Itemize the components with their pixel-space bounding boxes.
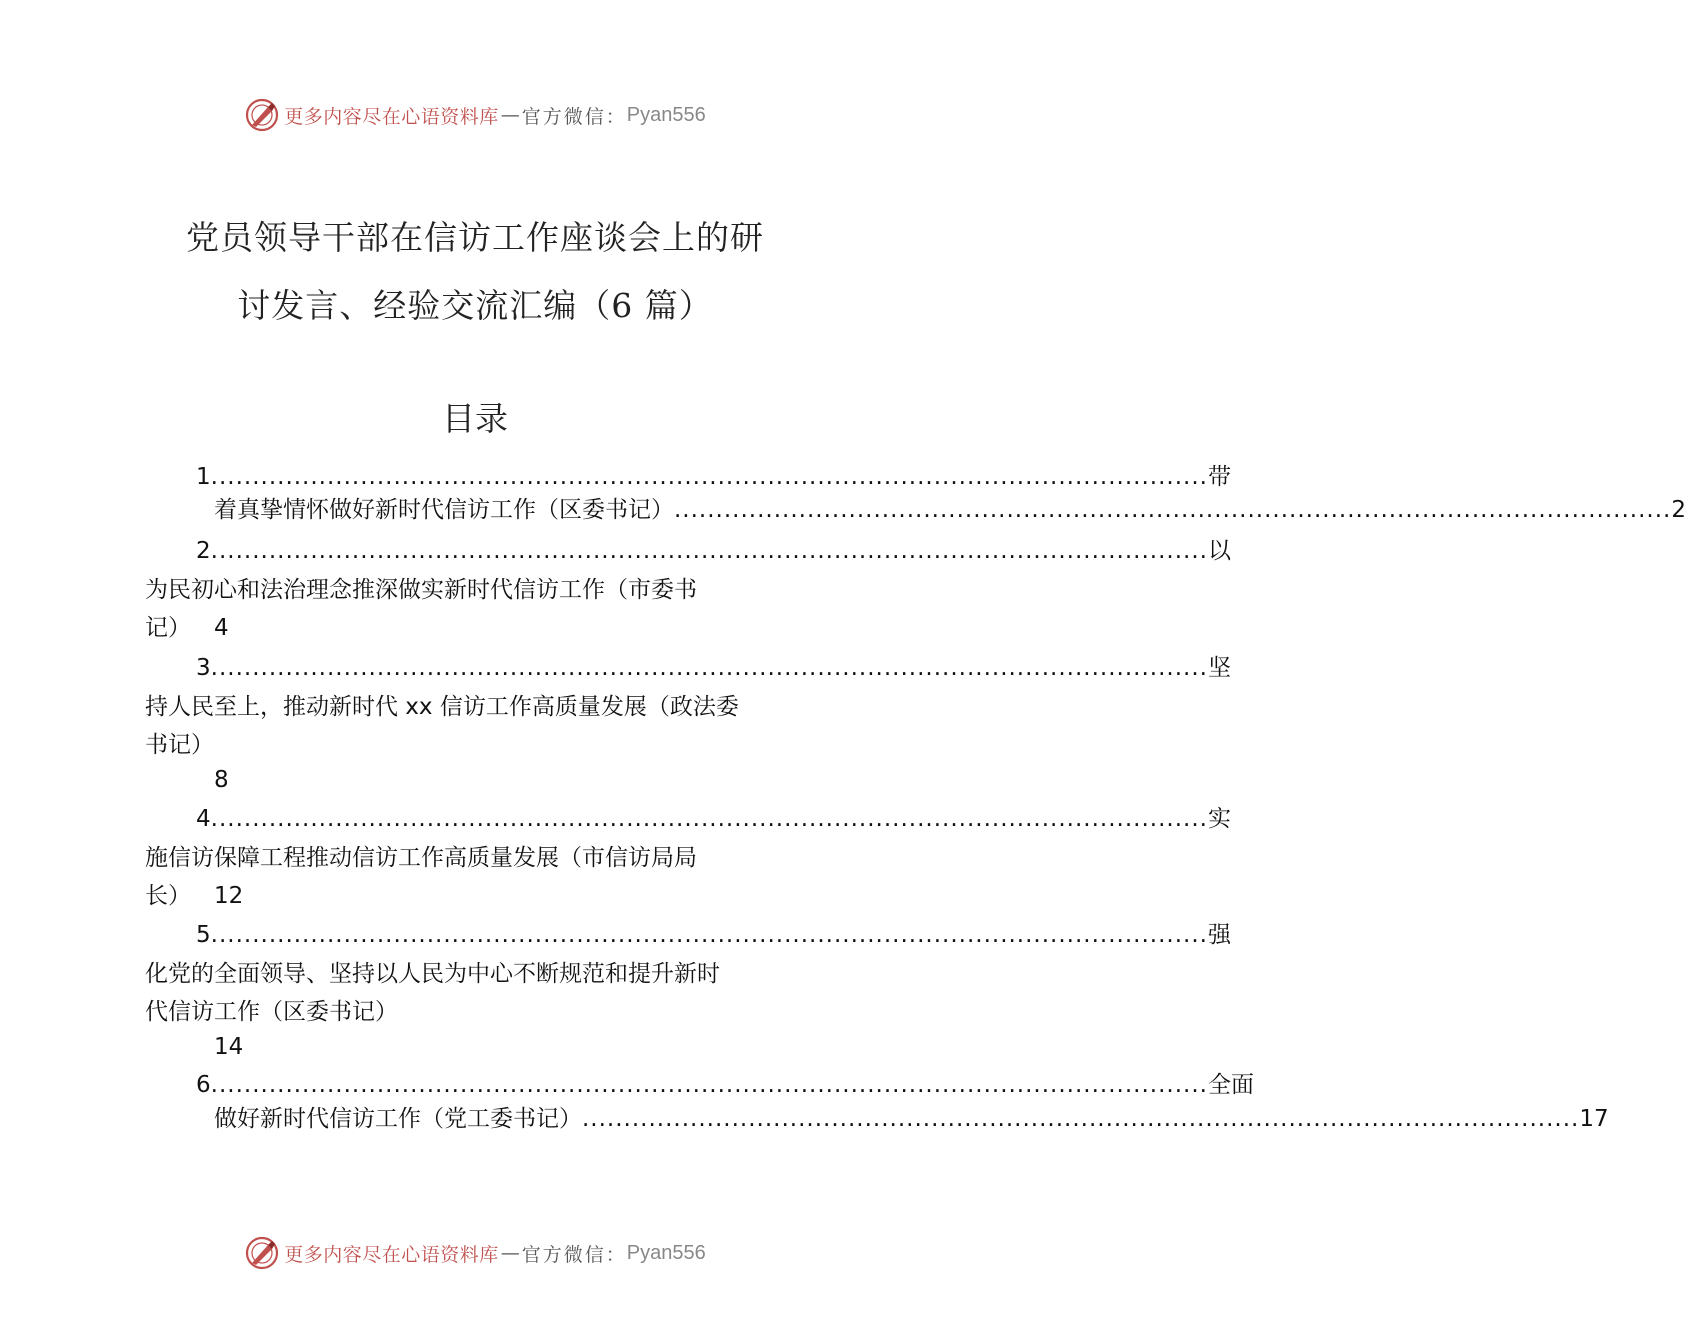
toc-entry-6[interactable]	[196, 1070, 1254, 1100]
toc-entry-text: 着真挚情怀做好新时代信访工作（区委书记）	[214, 497, 674, 523]
toc-entry-head: 带	[1207, 464, 1231, 490]
toc-entry-number: 4	[196, 806, 211, 832]
toc-entry-1-title-row[interactable]	[214, 495, 1686, 525]
toc-entry-5[interactable]	[196, 920, 1231, 950]
document-title-line-2: 讨发言、经验交流汇编（6 篇）	[237, 286, 713, 325]
pen-logo-icon	[244, 97, 280, 133]
toc-leader-dots: ........................................................................................................................	[210, 922, 1208, 948]
toc-entry-text: 代信访工作（区委书记）	[145, 999, 398, 1025]
toc-entry-text: 持人民至上，推动新时代 xx 信访工作高质量发展（政法委	[145, 694, 739, 720]
toc-page-number: 8	[214, 767, 229, 793]
toc-entry-3[interactable]	[196, 653, 1231, 683]
toc-entry-text: 长）	[145, 883, 191, 909]
banner-wechat-label: 官方微信：	[521, 1243, 627, 1266]
document-title-line-1: 党员领导干部在信访工作座谈会上的研	[186, 218, 764, 257]
toc-entry-text: 记）	[145, 615, 191, 641]
banner-separator: —	[500, 104, 520, 126]
toc-entry-4[interactable]	[196, 804, 1231, 834]
toc-entry-number: 3	[196, 655, 211, 681]
toc-entry-number: 5	[196, 922, 211, 948]
toc-entry-6-title-row[interactable]	[214, 1104, 1609, 1134]
toc-entry-text: 做好新时代信访工作（党工委书记）	[214, 1106, 582, 1132]
toc-entry-head: 坚	[1207, 655, 1231, 681]
toc-leader-dots: ........................................................................................................................	[674, 497, 1672, 523]
toc-entry-number: 6	[196, 1072, 211, 1098]
toc-leader-dots: ........................................................................................................................	[210, 538, 1208, 564]
toc-entry-text: 为民初心和法治理念推深做实新时代信访工作（市委书	[145, 577, 697, 603]
banner-wechat-id: Pyan556	[626, 103, 706, 126]
toc-entry-text: 化党的全面领导、坚持以人民为中心不断规范和提升新时	[145, 961, 720, 987]
toc-page-number: 12	[214, 883, 244, 909]
toc-page-number: 17	[1579, 1106, 1609, 1132]
toc-leader-dots: ........................................................................................................................	[210, 464, 1208, 490]
header-banner	[0, 95, 950, 135]
toc-leader-dots: ........................................................................................................................	[582, 1106, 1580, 1132]
banner-text: 更多内容尽在心语资料库	[284, 1243, 499, 1266]
footer-banner	[0, 1233, 950, 1273]
toc-entry-text: 施信访保障工程推动信访工作高质量发展（市信访局局	[145, 845, 697, 871]
toc-entry-head: 全面	[1207, 1072, 1254, 1098]
toc-entry-number: 2	[196, 538, 211, 564]
banner-wechat-id: Pyan556	[626, 1241, 706, 1264]
banner-wechat-label: 官方微信：	[521, 105, 627, 128]
toc-entry-text: 书记）	[145, 732, 214, 758]
toc-entry-head: 强	[1207, 922, 1231, 948]
toc-heading: 目录	[442, 399, 508, 438]
toc-entry-head: 以	[1207, 538, 1231, 564]
pen-logo-icon	[244, 1235, 280, 1271]
banner-text: 更多内容尽在心语资料库	[284, 105, 499, 128]
toc-entry-head: 实	[1207, 806, 1231, 832]
toc-entry-2[interactable]	[196, 536, 1231, 566]
banner-separator: —	[500, 1242, 520, 1264]
toc-page-number: 4	[214, 615, 229, 641]
toc-page-number: 2	[1671, 497, 1686, 523]
toc-entry-number: 1	[196, 464, 211, 490]
toc-leader-dots: ........................................................................................................................	[210, 806, 1208, 832]
toc-entry-1[interactable]	[196, 462, 1231, 492]
toc-leader-dots: ........................................................................................................................	[210, 655, 1208, 681]
toc-page-number: 14	[214, 1034, 244, 1060]
toc-leader-dots: ........................................................................................................................	[210, 1072, 1208, 1098]
